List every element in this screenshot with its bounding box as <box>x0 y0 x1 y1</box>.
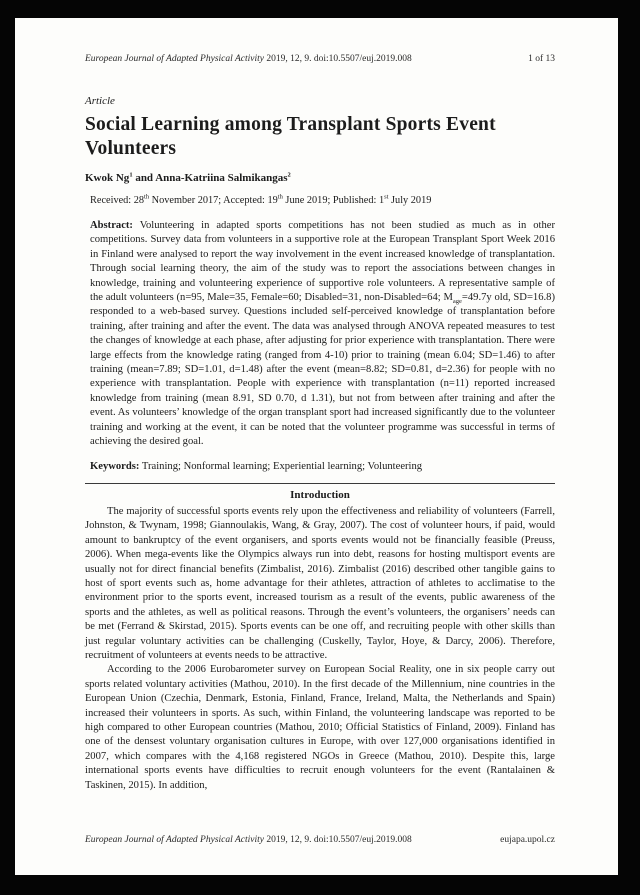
abstract-text: =49.7y old, SD=16.8) responded to a web-based survey. Questions included self-perceived knowledge of transplantation before training, after training and after the event. The data was analysed through ANOVA repeated measures to test the changes of knowledge at each phase, after adjusting for prior experience with transplantation. There were large effects from the knowledge rating (ranged from 4-10) prior to training (mean 6.04; SD=1.46) to after training (mean=7.89; SD=1.01, d=1.48) after the event (mean=8.82; SD=0.81, d=2.36) for people with no experience with transplantation. People with experience with transplantation (n=11) reported increased knowledge from training (mean 8.91, SD 0.70, d 1.31), but not from between after training and after the event. As volunteers’ knowledge of the organ transplant sport had increased significantly due to the volunteer training and working at the event, it can be noted that the volunteer programme was successful in terms of achieving the desired goal. <box>90 292 555 448</box>
abstract <box>85 219 555 450</box>
keywords-text: Training; Nonformal learning; Experiential learning; Volunteering <box>139 460 423 472</box>
footer-journal-citation: 2019, 12, 9. doi:10.5507/euj.2019.008 <box>263 835 412 845</box>
ordinal-sup: th <box>144 193 150 201</box>
footer-site-link: eujapa.upol.cz <box>500 835 555 845</box>
author-affiliation-sup: 1 <box>129 171 133 179</box>
authors-line <box>85 172 555 184</box>
footer-journal-name: European Journal of Adapted Physical Activity <box>85 835 264 845</box>
author-name: Kwok Ng <box>85 172 130 184</box>
intro-paragraph-1: The majority of successful sports events rely upon the effectiveness and reliability of volunteers (Farrell, Johnston, & Twynam, 1998; Giannoulakis, Wang, & Gray, 2007). The cost of volunteer hours, if paid, would amount to bankruptcy of the event organisers, and sports events would not be financially feasible (Preuss, 2006). When mega-events like the Olympics always run into debt, reasons for hosting multisport events are usually not for direct financial benefits (Zimbalist, 2016). Zimbalist (2016) described other tangible gains to host of sport events such as, home advantage for their athletes, attraction of athletes to acclimatise to the environment prior to the sports event, increased tourism as a result of the events, public awareness of the sports and the athletes, as well as political reasons. Through the event’s volunteers, the organisers’ needs can be met (Ferrand & Skirstad, 2015). Sports events can be one off, and recruiting people with other skills than just regular voluntary activities can be challenging (Cuskelly, Taylor, Hoye, & Darcy, 2006). Therefore, recruitment of volunteers at events needs to be attractive. <box>85 505 555 661</box>
abstract-label: Abstract: <box>90 220 133 231</box>
document-page <box>15 18 618 875</box>
ordinal-sup: st <box>384 193 389 201</box>
author-affiliation-sup: 2 <box>287 171 291 179</box>
dates-line <box>85 195 555 206</box>
dates-text: July 2019 <box>388 195 432 206</box>
paper-title: Social Learning among Transplant Sports Event Volunteers <box>85 114 496 159</box>
keywords-line <box>85 460 555 474</box>
header-journal-reference <box>85 54 412 64</box>
dates-text: Received: 28 <box>90 195 145 206</box>
page-footer <box>85 835 555 845</box>
intro-paragraph-2: According to the 2006 Eurobarometer survey on European Social Reality, one in six people carry out sports related voluntary activities (Mathou, 2010). In the first decade of the Millennium, nine countries in the European Union (Czechia, Denmark, Estonia, Finland, France, Ireland, Malta, the Netherlands and Spain) increased their volunteers in sports. As such, within Finland, the volunteering landscape was reported to be high compared to other European countries (Mathou, 2010; Official Statistics of Finland, 2009). Finland has one of the densest voluntary organisation cultures in Europe, with over 127,000 organisations identified in 2007, which compares with the 4,168 registered NGOs in Greece (Mathou, 2010). Despite this, large international sports events have difficulties to recruit enough volunteers for the event (Rantalainen & Taskinen, 2015). In addition, <box>85 664 555 791</box>
keywords-label: Keywords: <box>90 460 140 472</box>
footer-journal-reference <box>85 835 412 845</box>
age-subscript: age <box>452 298 462 306</box>
article-type-label: Article <box>85 95 115 107</box>
section-divider <box>85 483 555 484</box>
section-heading-introduction: Introduction <box>290 488 350 501</box>
abstract-text: Volunteering in adapted sports competitions has not been studied as much as in other competitions. Survey data from volunteers in a supportive role at the European Transplant Sport Week 2016 in Finland were analysed to report the way involvement in the event increased knowledge of transplantation. Through social learning theory, the aim of the study was to report the associations between changes in knowledge, training and volunteering experience of supportive role volunteers. A representative sample of the adult volunteers (n=95, Male=35, Female=60; Disabled=31, non-Disabled=64; M <box>90 220 555 304</box>
dates-text: June 2019; Published: 1 <box>282 195 385 206</box>
journal-citation: 2019, 12, 9. doi:10.5507/euj.2019.008 <box>263 54 412 64</box>
author-name: and Anna-Katriina Salmikangas <box>132 172 288 184</box>
page-number: 1 of 13 <box>528 54 555 64</box>
ordinal-sup: th <box>277 193 283 201</box>
page-header <box>85 54 555 64</box>
journal-name: European Journal of Adapted Physical Activity <box>85 54 264 64</box>
dates-text: November 2017; Accepted: 19 <box>149 195 278 206</box>
